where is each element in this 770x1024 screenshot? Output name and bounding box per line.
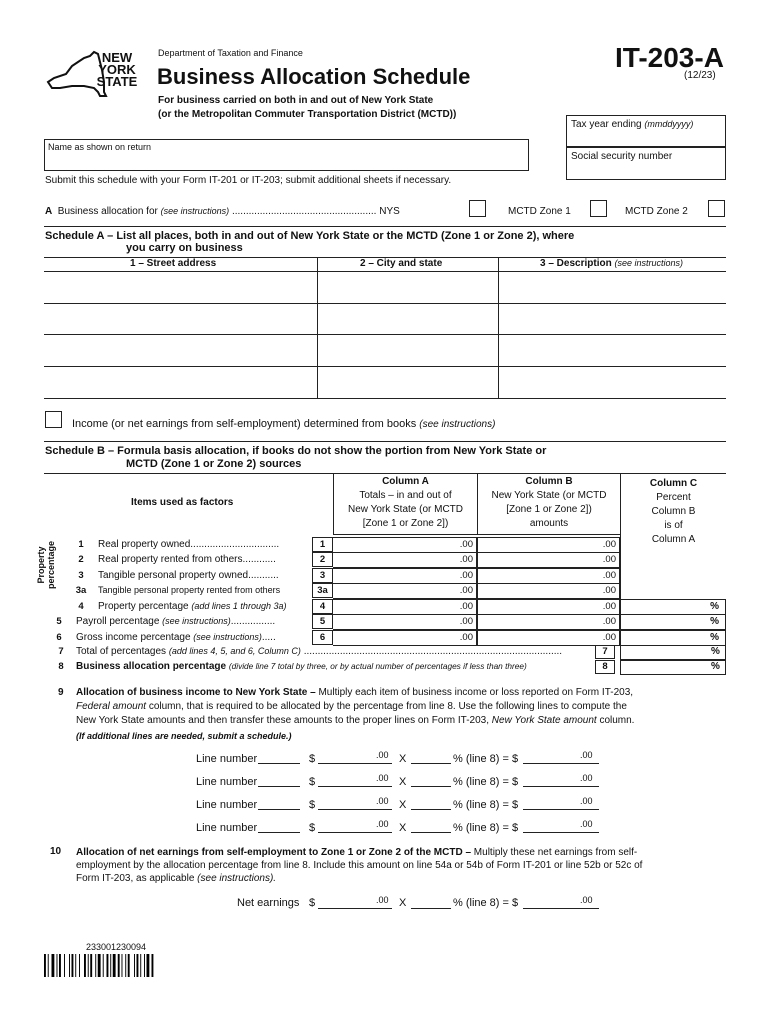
- percent-equals: % (line 8) = $: [453, 822, 519, 834]
- column-b-field[interactable]: [477, 552, 620, 568]
- barcode-bar: [125, 954, 126, 977]
- column-a-field[interactable]: [333, 599, 477, 615]
- barcode-bar: [69, 954, 70, 977]
- cents-label: .00: [459, 570, 473, 581]
- schedule-a-top-rule: [44, 226, 726, 227]
- barcode-bar: [57, 954, 58, 977]
- column-a-field[interactable]: [333, 630, 477, 646]
- column-b-field[interactable]: [477, 583, 620, 599]
- cents-label: .00: [602, 616, 616, 627]
- mctd-zone1-checkbox[interactable]: [590, 200, 607, 217]
- barcode-bar: [110, 954, 111, 977]
- mctd-zone1-label: MCTD Zone 1: [508, 206, 571, 217]
- barcode-bar: [137, 954, 139, 977]
- cents-label: .00: [602, 554, 616, 565]
- result-cents: .00: [580, 750, 593, 760]
- dollar-sign: $: [309, 753, 316, 765]
- books-text: Income (or net earnings from self-employment) determined from books (see instructions): [72, 418, 496, 430]
- barcode-bar: [134, 954, 135, 977]
- row-box-number: 3a: [312, 583, 333, 598]
- amount-cents: .00: [376, 819, 389, 829]
- line-number-field[interactable]: [258, 820, 300, 833]
- tax-year-label: Tax year ending: [571, 119, 642, 130]
- barcode-bar: [48, 954, 49, 977]
- row-8-box: 8: [595, 660, 615, 674]
- times-sign: X: [399, 822, 407, 834]
- row-number: 1: [78, 539, 84, 550]
- cents-label: .00: [459, 601, 473, 612]
- barcode-bar: [144, 954, 145, 977]
- column-c-header: Column C Percent Column B is of Column A: [649, 478, 698, 545]
- cents-label: .00: [459, 585, 473, 596]
- result-cents: .00: [580, 796, 593, 806]
- line-10-pct-eq: % (line 8) = $: [453, 897, 519, 909]
- page-title: Business Allocation Schedule: [157, 64, 471, 89]
- row-box-number: 6: [312, 630, 333, 645]
- row-number: 3: [78, 570, 84, 581]
- barcode-bar: [64, 954, 65, 977]
- schedule-a-row[interactable]: [44, 398, 726, 399]
- row-8-number: 8: [58, 661, 64, 672]
- result-cents: .00: [580, 819, 593, 829]
- row-label: Tangible personal property rented from others: [98, 585, 281, 595]
- row-box-number: 2: [312, 552, 333, 567]
- column-a-field[interactable]: [333, 568, 477, 584]
- amount-cents: .00: [376, 796, 389, 806]
- percent-sign: %: [710, 616, 719, 627]
- line-number-label: Line number: [196, 753, 258, 765]
- row-7-pct-sign: %: [711, 646, 720, 657]
- property-percentage-side-label: Property percentage: [36, 540, 56, 590]
- line-a-hint: (see instructions): [160, 206, 230, 216]
- line-10-times: X: [399, 897, 407, 909]
- schedule-a-row[interactable]: [44, 334, 726, 335]
- column-c-percent-field[interactable]: [620, 599, 726, 615]
- row-label: Gross income percentage (see instructions).....: [76, 632, 276, 643]
- cents-label: .00: [459, 554, 473, 565]
- subtitle-line1: For business carried on both in and out of New York State: [158, 95, 434, 106]
- barcode-bar: [75, 954, 76, 977]
- schedule-a-row[interactable]: [44, 366, 726, 367]
- line-10-result-cents: .00: [580, 895, 593, 905]
- line-number-field[interactable]: [258, 774, 300, 787]
- row-label: Property percentage (add lines 1 through 3a): [98, 601, 287, 612]
- column-a-field[interactable]: [333, 537, 477, 553]
- line-number-label: Line number: [196, 799, 258, 811]
- line-10-percent-field[interactable]: [411, 896, 451, 909]
- mctd-zone2-checkbox[interactable]: [708, 200, 725, 217]
- times-sign: X: [399, 753, 407, 765]
- times-sign: X: [399, 799, 407, 811]
- tax-year-hint: (mmddyyyy): [644, 119, 694, 129]
- result-cents: .00: [580, 773, 593, 783]
- column-b-field[interactable]: [477, 568, 620, 584]
- barcode-number: 233001230094: [86, 942, 147, 952]
- schedule-a-row[interactable]: [44, 303, 726, 304]
- percent-field[interactable]: [411, 820, 451, 833]
- percent-equals: % (line 8) = $: [453, 753, 519, 765]
- row-number: 6: [56, 632, 62, 643]
- row-7-box: 7: [595, 645, 615, 659]
- form-revision: (12/23): [684, 70, 716, 81]
- amount-cents: .00: [376, 750, 389, 760]
- barcode-bar: [84, 954, 86, 977]
- barcode-bar: [88, 954, 89, 977]
- row-8-label: Business allocation percentage (divide line 7 total by three, or by actual number of percentages if less than three): [76, 661, 527, 672]
- line-9-text: Allocation of business income to New York State – Multiply each item of business income or loss reported on Form IT-203, Federal amount column, that is required to be allocated by the percentage from line 8. Use the following lines to compute the New York State amounts and then transfer these amounts to the proper lines on Form IT-203, New York State amount column. (If additional lines are needed, submit a schedule.): [76, 687, 635, 741]
- cents-label: .00: [459, 632, 473, 643]
- percent-sign: %: [710, 601, 719, 612]
- barcode-bar: [52, 954, 55, 977]
- barcode-bar: [122, 954, 123, 977]
- line-number-label: Line number: [196, 822, 258, 834]
- items-header: Items used as factors: [131, 497, 234, 508]
- form-number: IT-203-A: [615, 42, 724, 73]
- cents-label: .00: [459, 539, 473, 550]
- schedule-a-col3-header: 3 – Description (see instructions): [540, 258, 684, 269]
- row-number: 3a: [75, 585, 87, 596]
- nys-label: NYS: [379, 206, 400, 217]
- books-checkbox[interactable]: [45, 411, 62, 428]
- subtitle-line2: (or the Metropolitan Commuter Transportation District (MCTD)): [158, 109, 457, 120]
- barcode-bar: [79, 954, 80, 977]
- cents-label: .00: [602, 585, 616, 596]
- amount-cents: .00: [376, 773, 389, 783]
- ssn-label: Social security number: [571, 151, 673, 162]
- row-label: Tangible personal property owned...........: [98, 570, 279, 581]
- submit-note: Submit this schedule with your Form IT-201 or IT-203; submit additional sheets if necessary.: [45, 175, 452, 186]
- department-name: Department of Taxation and Finance: [158, 48, 303, 58]
- net-earnings-cents: .00: [376, 895, 389, 905]
- schedule-b-top-rule: [44, 441, 726, 442]
- barcode-bar: [98, 954, 101, 977]
- line-10-text: Allocation of net earnings from self-employment to Zone 1 or Zone 2 of the MCTD – Multiply these net earnings from self- employment by the allocation percentage from line 8. Include this amount on line 54a or 54b of Form IT-201 or line 52b or 52c of Form IT-203, as applicable (see instructions).: [76, 847, 643, 884]
- dollar-sign: $: [309, 776, 316, 788]
- row-number: 5: [56, 616, 62, 627]
- name-field[interactable]: [44, 139, 529, 171]
- column-c-percent-field[interactable]: [620, 614, 726, 630]
- line-number-field[interactable]: [258, 751, 300, 764]
- schedule-a-col1-header: 1 – Street address: [130, 258, 217, 269]
- percent-equals: % (line 8) = $: [453, 776, 519, 788]
- row-box-number: 5: [312, 614, 333, 629]
- row-box-number: 4: [312, 599, 333, 614]
- schedule-a-col2-header: 2 – City and state: [360, 258, 443, 269]
- barcode-bar: [113, 954, 116, 977]
- column-b-field[interactable]: [477, 614, 620, 630]
- row-box-number: 1: [312, 537, 333, 552]
- ssn-field[interactable]: [566, 147, 726, 180]
- barcode-bar: [103, 954, 104, 977]
- percent-field[interactable]: [411, 774, 451, 787]
- schedule-a-title-line2: you carry on business: [126, 242, 243, 254]
- row-number: 2: [78, 554, 84, 565]
- barcode-bar: [152, 954, 154, 977]
- barcode: [44, 954, 194, 977]
- barcode-bar: [118, 954, 120, 977]
- row-label: Real property rented from others............: [98, 554, 276, 565]
- barcode-bar: [107, 954, 109, 977]
- column-a-field[interactable]: [333, 614, 477, 630]
- dollar-sign: $: [309, 822, 316, 834]
- line-9-number: 9: [58, 687, 64, 698]
- line-a-text: Business allocation for: [57, 206, 158, 217]
- net-earnings-label: Net earnings: [237, 897, 300, 909]
- column-b-header: Column B New York State (or MCTD [Zone 1 or Zone 2]) amounts: [491, 476, 607, 529]
- state-logo-text: NEW YORK STATE: [96, 50, 138, 89]
- percent-equals: % (line 8) = $: [453, 799, 519, 811]
- percent-sign: %: [710, 632, 719, 643]
- column-c-percent-field[interactable]: [620, 630, 726, 646]
- tax-year-field[interactable]: [566, 115, 726, 147]
- cents-label: .00: [602, 601, 616, 612]
- nys-checkbox[interactable]: [469, 200, 486, 217]
- percent-field[interactable]: [411, 751, 451, 764]
- row-number: 4: [78, 601, 84, 612]
- dollar-sign: $: [309, 799, 316, 811]
- cents-label: .00: [459, 616, 473, 627]
- line-number-field[interactable]: [258, 797, 300, 810]
- barcode-bar: [72, 954, 74, 977]
- barcode-bar: [140, 954, 141, 977]
- percent-field[interactable]: [411, 797, 451, 810]
- line-10-number: 10: [50, 846, 62, 857]
- column-b-field[interactable]: [477, 537, 620, 553]
- barcode-bar: [95, 954, 96, 977]
- mctd-zone2-label: MCTD Zone 2: [625, 206, 688, 217]
- cents-label: .00: [602, 539, 616, 550]
- times-sign: X: [399, 776, 407, 788]
- cents-label: .00: [602, 570, 616, 581]
- barcode-bar: [59, 954, 61, 977]
- schedule-a-title: Schedule A – List all places, both in and out of New York State or the MCTD (Zone 1 or Zone 2), where: [45, 230, 575, 242]
- row-8-pct-sign: %: [711, 661, 720, 672]
- name-label: Name as shown on return: [48, 142, 152, 152]
- column-a-field[interactable]: [333, 583, 477, 599]
- column-b-field[interactable]: [477, 630, 620, 646]
- row-7-number: 7: [58, 646, 64, 657]
- line-10-dollar: $: [309, 897, 316, 909]
- schedule-b-title: Schedule B – Formula basis allocation, if books do not show the portion from New York State or: [45, 445, 547, 457]
- line-a-dots: ....................................................: [231, 206, 377, 217]
- line-a: [45, 206, 400, 217]
- cents-label: .00: [602, 632, 616, 643]
- row-label: Payroll percentage (see instructions)................: [76, 616, 276, 627]
- column-a-field[interactable]: [333, 552, 477, 568]
- barcode-bar: [128, 954, 130, 977]
- schedule-b-title-line2: MCTD (Zone 1 or Zone 2) sources: [126, 458, 302, 470]
- row-label: Real property owned................................: [98, 539, 280, 550]
- line-a-letter: A: [45, 206, 53, 217]
- column-a-header: Column A Totals – in and out of New York State (or MCTD [Zone 1 or Zone 2]): [347, 476, 464, 529]
- row-box-number: 3: [312, 568, 333, 583]
- barcode-bar: [90, 954, 92, 977]
- column-b-field[interactable]: [477, 599, 620, 615]
- barcode-bar: [44, 954, 46, 977]
- barcode-bar: [147, 954, 150, 977]
- line-number-label: Line number: [196, 776, 258, 788]
- row-7-label: Total of percentages (add lines 4, 5, and 6, Column C) .............................................................................................: [76, 646, 563, 657]
